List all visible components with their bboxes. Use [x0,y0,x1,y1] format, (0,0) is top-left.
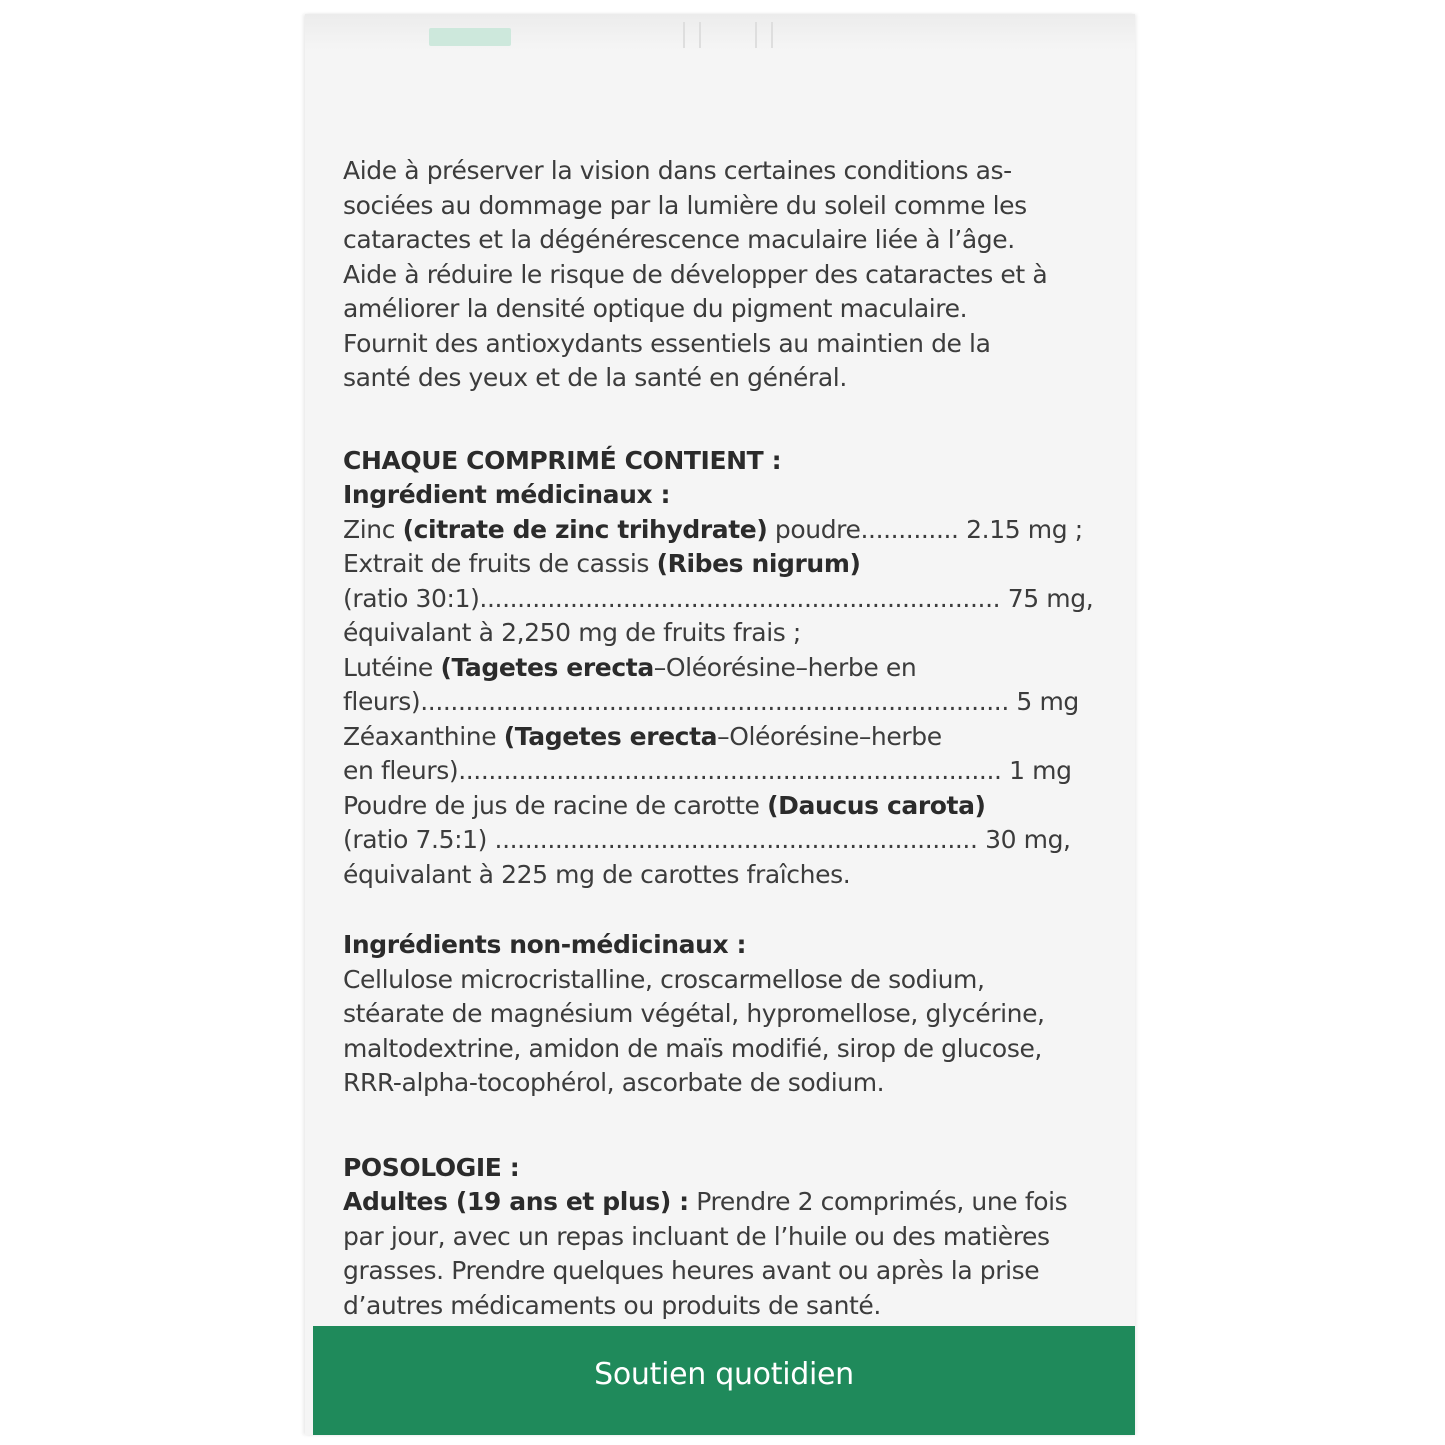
dosage-line: par jour, avec un repas incluant de l’huile ou des matières [343,1221,1050,1251]
dosage-section [343,1151,1103,1324]
ingredient-post-text: –Oléorésine–herbe en [653,652,917,682]
dosage-heading: POSOLOGIE : [343,1152,520,1182]
ingredient-line [343,651,1103,686]
ingredient-pre-text: en fleurs)........................................................................ 1 mg [343,756,1072,785]
ingredient-bold-text: (Tagetes erecta [503,721,718,751]
description-line: cataractes et la dégénérescence maculaire liée à l’âge. [343,225,1015,254]
ingredient-line [343,616,1103,651]
dosage-line: d’autres médicaments ou produits de santé. [343,1290,881,1320]
ingredient-pre-text: Lutéine [343,652,441,682]
ingredient-bold-text: (Tagetes erecta [440,652,654,682]
description-line: améliorer la densité optique du pigment maculaire. [343,294,968,323]
ingredient-pre-text: (ratio 7.5:1) ................................................................ 30 mg, [343,825,1071,854]
ingredient-post-text: –Oléorésine–herbe [717,721,942,751]
composition-section [343,444,1103,893]
adults-text: Prendre 2 comprimés, une fois [688,1187,1068,1216]
ingredient-pre-text: Zinc [343,514,403,544]
show-through-mark [683,22,701,48]
ingredient-pre-text: fleurs).............................................................................. 5 mg [343,687,1079,716]
ingredient-line [343,513,1103,548]
footer-band [313,1326,1135,1435]
non-medicinal-section [343,928,1103,1101]
show-through-mark [755,22,773,48]
adults-label: Adultes (19 ans et plus) : [343,1187,689,1216]
description-line: Fournit des antioxydants essentiels au maintien de la [343,328,991,358]
green-tab-mark [429,28,511,46]
ingredient-line [343,582,1103,617]
ingredient-line [343,858,1103,893]
description-line: Aide à réduire le risque de développer des cataractes et à [343,259,1048,289]
ingredient-line [343,823,1103,858]
ingredient-pre-text: Extrait de fruits de cassis [343,549,657,578]
label-content [343,154,1103,1323]
description-line: santé des yeux et de la santé en général. [343,363,847,392]
description-paragraph [343,154,1103,396]
ingredient-post-text: poudre............. 2.15 mg ; [767,514,1083,544]
ingredient-pre-text: équivalant à 2,250 mg de fruits frais ; [343,618,801,647]
ingredient-line [343,789,1103,824]
ingredient-list [343,513,1103,893]
ingredient-bold-text: (Ribes nigrum) [656,549,861,578]
ingredient-line [343,720,1103,755]
medicinal-heading: Ingrédient médicinaux : [343,480,671,509]
non-medicinal-heading: Ingrédients non-médicinaux : [343,930,747,959]
ingredient-bold-text: (Daucus carota) [767,790,986,820]
non-medicinal-line: Cellulose microcristalline, croscarmellose de sodium, [343,964,985,994]
ingredient-bold-text: (citrate de zinc trihydrate) [402,514,768,544]
non-medicinal-line: stéarate de magnésium végétal, hypromellose, glycérine, [343,999,1045,1028]
ingredient-pre-text: Poudre de jus de racine de carotte [343,790,768,820]
description-line: sociées au dommage par la lumière du soleil comme les [343,190,1027,220]
ingredient-pre-text: Zéaxanthine [343,721,504,751]
ingredient-line [343,754,1103,789]
composition-heading: CHAQUE COMPRIMÉ CONTIENT : [343,445,782,475]
ingredient-line [343,685,1103,720]
footer-label: Soutien quotidien [594,1356,854,1392]
non-medicinal-line: maltodextrine, amidon de maïs modifié, sirop de glucose, [343,1033,1042,1063]
ingredient-pre-text: (ratio 30:1)..................................................................... 75 mg, [343,583,1094,613]
ingredient-pre-text: équivalant à 225 mg de carottes fraîches. [343,859,851,889]
dosage-line: grasses. Prendre quelques heures avant ou après la prise [343,1256,1040,1285]
description-line: Aide à préserver la vision dans certaines conditions as- [343,156,1012,185]
non-medicinal-line: RRR-alpha-tocophérol, ascorbate de sodium. [343,1068,885,1097]
dosage-line [343,1185,1103,1220]
ingredient-line [343,547,1103,582]
product-box-back-panel [305,14,1135,1435]
